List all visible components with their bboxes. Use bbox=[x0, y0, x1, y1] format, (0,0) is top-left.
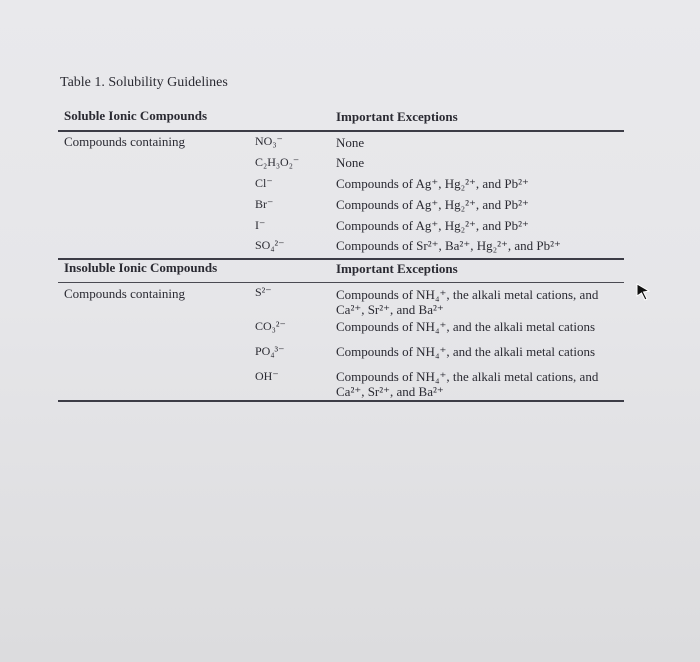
bottom-rule bbox=[58, 400, 624, 402]
ion-hydroxide: OH⁻ bbox=[255, 369, 279, 383]
exception-iodide: Compounds of Ag⁺, Hg₂²⁺, and Pb²⁺ bbox=[336, 218, 529, 233]
ion-chloride: Cl⁻ bbox=[255, 176, 273, 190]
soluble-exceptions-header: Important Exceptions bbox=[336, 109, 458, 124]
exception-acetate: None bbox=[336, 155, 365, 170]
insoluble-header: Insoluble Ionic Compounds bbox=[64, 260, 218, 275]
exception-carbonate: Compounds of NH₄⁺, and the alkali metal cations bbox=[336, 319, 596, 334]
ion-bromide: Br⁻ bbox=[255, 197, 274, 211]
exception-sulfide-line1: Compounds of NH₄⁺, the alkali metal cations, and bbox=[336, 287, 599, 302]
insoluble-exceptions-header: Important Exceptions bbox=[336, 261, 458, 276]
exception-nitrate: None bbox=[336, 135, 365, 150]
soluble-header: Soluble Ionic Compounds bbox=[64, 108, 208, 123]
ion-iodide: I⁻ bbox=[255, 218, 266, 232]
ion-acetate: C₂H₃O₂⁻ bbox=[255, 155, 300, 169]
insoluble-row-label: Compounds containing bbox=[64, 286, 185, 301]
exception-hydroxide-line2: Ca²⁺, Sr²⁺, and Ba²⁺ bbox=[336, 384, 444, 399]
ion-nitrate: NO₃⁻ bbox=[255, 134, 283, 148]
ion-sulfide: S²⁻ bbox=[255, 285, 272, 299]
exception-hydroxide-line1: Compounds of NH₄⁺, the alkali metal cations, and bbox=[336, 369, 599, 384]
mouse-pointer-icon bbox=[636, 283, 650, 301]
ion-carbonate: CO₃²⁻ bbox=[255, 319, 286, 333]
exception-chloride: Compounds of Ag⁺, Hg₂²⁺, and Pb²⁺ bbox=[336, 176, 529, 191]
insoluble-header-rule bbox=[58, 282, 624, 283]
header-rule bbox=[58, 130, 624, 132]
exception-sulfate: Compounds of Sr²⁺, Ba²⁺, Hg₂²⁺, and Pb²⁺ bbox=[336, 238, 561, 253]
ion-phosphate: PO₄³⁻ bbox=[255, 344, 285, 358]
table-caption: Table 1. Solubility Guidelines bbox=[60, 75, 228, 90]
ion-sulfate: SO₄²⁻ bbox=[255, 238, 285, 252]
exception-phosphate: Compounds of NH₄⁺, and the alkali metal cations bbox=[336, 344, 596, 359]
soluble-row-label: Compounds containing bbox=[64, 134, 185, 149]
exception-bromide: Compounds of Ag⁺, Hg₂²⁺, and Pb²⁺ bbox=[336, 197, 529, 212]
exception-sulfide-line2: Ca²⁺, Sr²⁺, and Ba²⁺ bbox=[336, 302, 444, 317]
